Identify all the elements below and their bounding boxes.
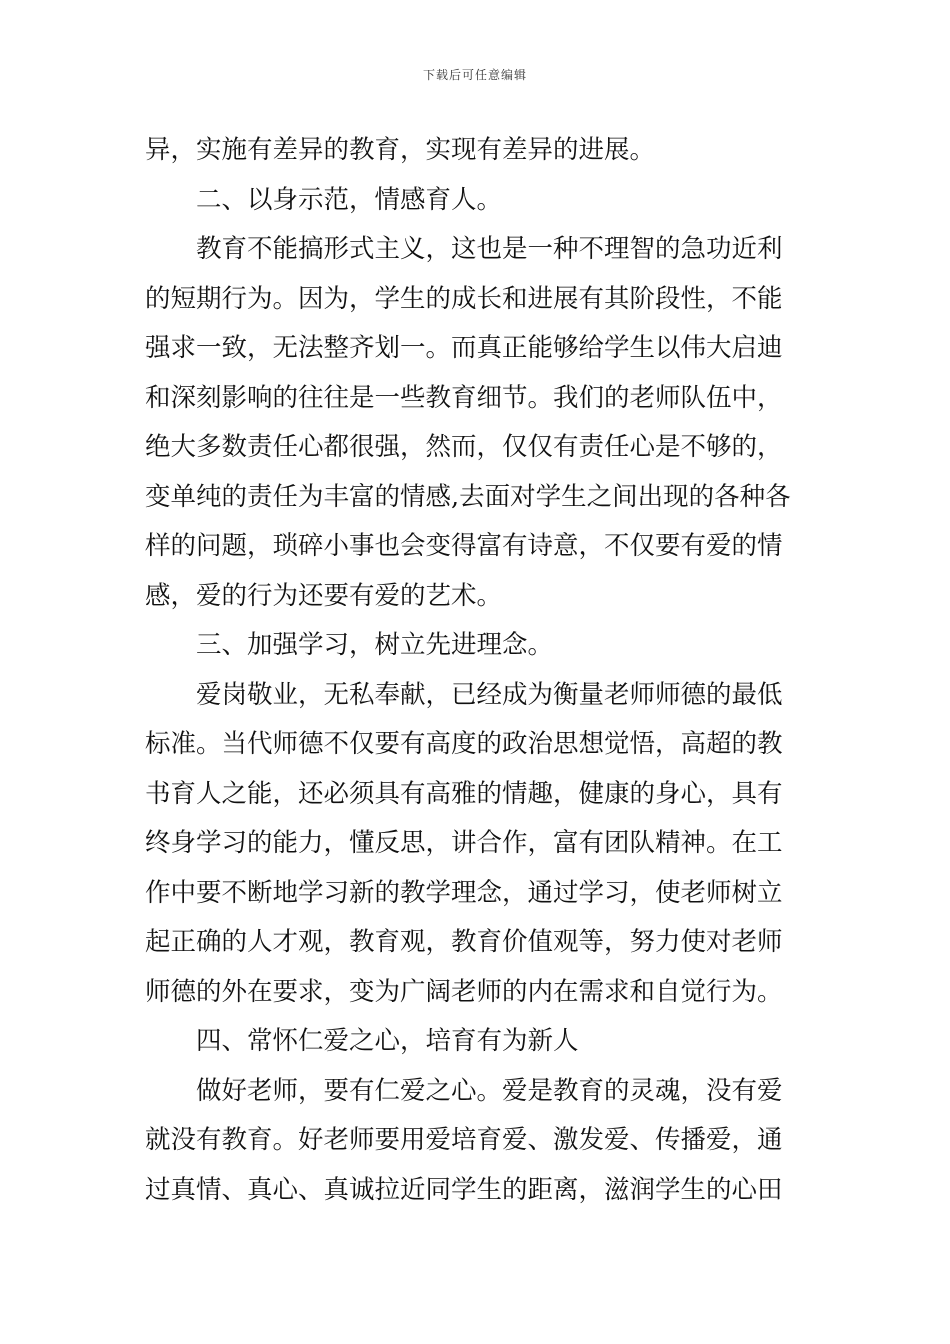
text-line: 就没有教育。好老师要用爱培育爱、激发爱、传播爱，通 xyxy=(145,1125,783,1155)
text-line: 教育不能搞形式主义，这也是一种不理智的急功近利 xyxy=(196,234,783,264)
text-line: 作中要不断地学习新的教学理念，通过学习，使老师树立 xyxy=(145,877,783,908)
page-header-note: 下载后可任意编辑 xyxy=(422,68,527,82)
text-line: 标准。当代师德不仅要有高度的政治思想觉悟，高超的教 xyxy=(145,729,783,759)
text-line: 样的问题，琐碎小事也会变得富有诗意，不仅要有爱的情 xyxy=(145,531,783,561)
text-line: 异，实施有差异的教育，实现有差异的进展。 xyxy=(145,135,656,165)
text-line: 和深刻影响的往往是一些教育细节。我们的老师队伍中， xyxy=(145,382,783,413)
section-heading-2: 二、以身示范，情感育人。 xyxy=(196,184,503,215)
text-line: 师德的外在要求，变为广阔老师的内在需求和自觉行为。 xyxy=(145,976,783,1007)
text-line: 做好老师，要有仁爱之心。爱是教育的灵魂，没有爱 xyxy=(196,1075,783,1106)
text-line: 的短期行为。因为，学生的成长和进展有其阶段性，不能 xyxy=(145,283,783,314)
text-line: 强求一致，无法整齐划一。而真正能够给学生以伟大启迪 xyxy=(145,333,783,363)
section-heading-3: 三、加强学习，树立先进理念。 xyxy=(196,630,554,660)
text-line: 书育人之能，还必须具有高雅的情趣，健康的身心，具有 xyxy=(145,778,783,809)
text-line: 变单纯的责任为丰富的情感,去面对学生之间出现的各种各 xyxy=(145,481,791,512)
text-line: 绝大多数责任心都很强，然而，仅仅有责任心是不够的， xyxy=(145,432,783,462)
text-line: 终身学习的能力，懂反思，讲合作，富有团队精神。在工 xyxy=(145,828,783,858)
text-line: 起正确的人才观，教育观，教育价值观等，努力使对老师 xyxy=(145,927,783,957)
text-line: 感，爱的行为还要有爱的艺术。 xyxy=(145,580,503,611)
text-line: 爱岗敬业，无私奉献，已经成为衡量老师师德的最低 xyxy=(196,679,783,710)
document-body xyxy=(145,126,810,1215)
text-line: 过真情、真心、真诚拉近同学生的距离，滋润学生的心田 xyxy=(145,1174,783,1205)
section-heading-4: 四、常怀仁爱之心，培育有为新人 xyxy=(196,1026,579,1056)
